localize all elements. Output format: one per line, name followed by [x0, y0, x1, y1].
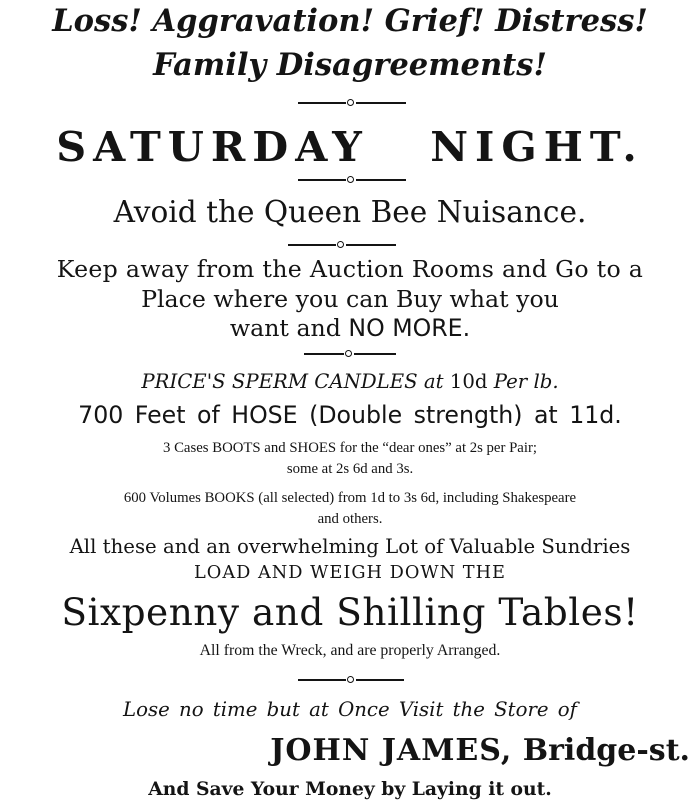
store-street: Bridge-st. [512, 733, 690, 768]
hose-offer: 700 Feet of HOSE (Double strength) at 11d. [78, 401, 622, 429]
ornamental-divider [304, 349, 396, 359]
keep-away-line-3 [0, 314, 700, 342]
boots-line-1: 3 Cases BOOTS and SHOES for the “dear ones” at 2s per Pair; [163, 440, 537, 456]
ornamental-divider [288, 240, 396, 250]
store-name: JOHN JAMES, [270, 733, 513, 768]
keep-away-line-1: Keep away from the Auction Rooms and Go to a [56, 255, 644, 283]
candles-suffix: Per lb. [487, 370, 559, 393]
books-line-2: and others. [317, 511, 383, 527]
headline-line-2: Family Disagreements! [153, 47, 547, 83]
keep-away-line-2: Place where you can Buy what you [141, 285, 559, 313]
page-title: SATURDAY NIGHT. [56, 122, 644, 171]
headline-line-1: Loss! Aggravation! Grief! Distress! [52, 3, 648, 39]
visit-line: Lose no time but at Once Visit the Store of [123, 698, 577, 721]
boots-line-2: some at 2s 6d and 3s. [286, 461, 414, 477]
ornamental-divider [298, 175, 406, 185]
sundries-line-2: LOAD AND WEIGH DOWN THE [194, 563, 506, 583]
store-signature [270, 733, 690, 768]
footer-line: And Save Your Money by Laying it out. [148, 778, 552, 800]
books-line-1: 600 Volumes BOOKS (all selected) from 1d to 3s 6d, including Shakespeare [123, 490, 577, 506]
wreck-note: All from the Wreck, and are properly Arranged. [199, 642, 501, 659]
candles-offer [0, 372, 700, 392]
keep-away-line-3-prefix: want and [229, 314, 349, 342]
avoid-notice: Avoid the Queen Bee Nuisance. [113, 195, 587, 229]
candles-price: 10d [449, 370, 488, 393]
ornamental-divider [298, 675, 404, 685]
sundries-line-1: All these and an overwhelming Lot of Valuable Sundries [69, 535, 631, 558]
candles-prefix: PRICE'S SPERM CANDLES at [141, 370, 450, 393]
no-more-emphasis: NO MORE. [348, 314, 471, 342]
tables-headline: Sixpenny and Shilling Tables! [61, 590, 639, 634]
ornamental-divider [298, 98, 406, 108]
